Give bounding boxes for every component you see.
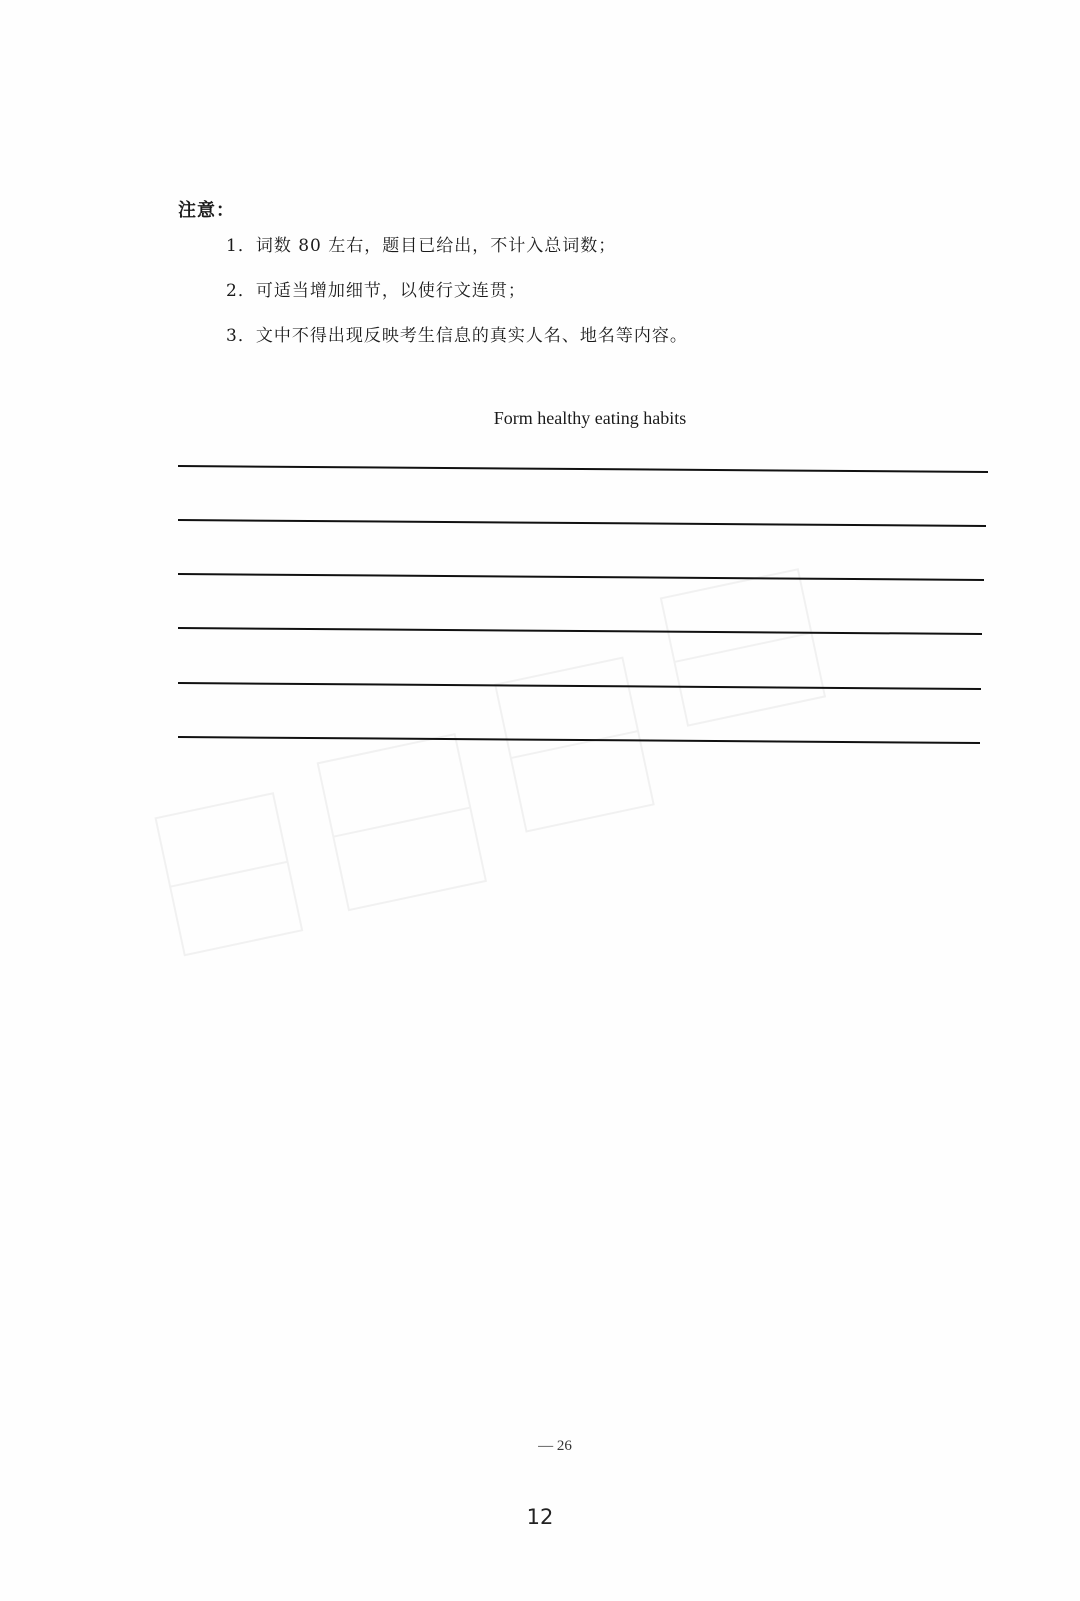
notes-label: 注意： — [178, 200, 235, 221]
answer-lines — [0, 0, 1080, 800]
page-number: 12 — [526, 1505, 554, 1529]
answer-line-4 — [178, 628, 982, 634]
page-marker: — 26 — [538, 1438, 572, 1454]
essay-title: Form healthy eating habits — [493, 408, 687, 428]
answer-line-3 — [178, 574, 984, 580]
note-item-1: 1．词数 80 左右，题目已给出，不计入总词数； — [226, 236, 617, 256]
note-item-2: 2．可适当增加细节，以使行文连贯； — [226, 281, 526, 301]
answer-line-6 — [178, 737, 980, 743]
note-item-3: 3．文中不得出现反映考生信息的真实人名、地名等内容。 — [226, 326, 688, 346]
faint-watermark — [100, 560, 960, 1040]
notes-list — [226, 236, 688, 371]
answer-line-2 — [178, 520, 986, 526]
answer-line-1 — [178, 466, 988, 472]
answer-line-5 — [178, 683, 981, 689]
